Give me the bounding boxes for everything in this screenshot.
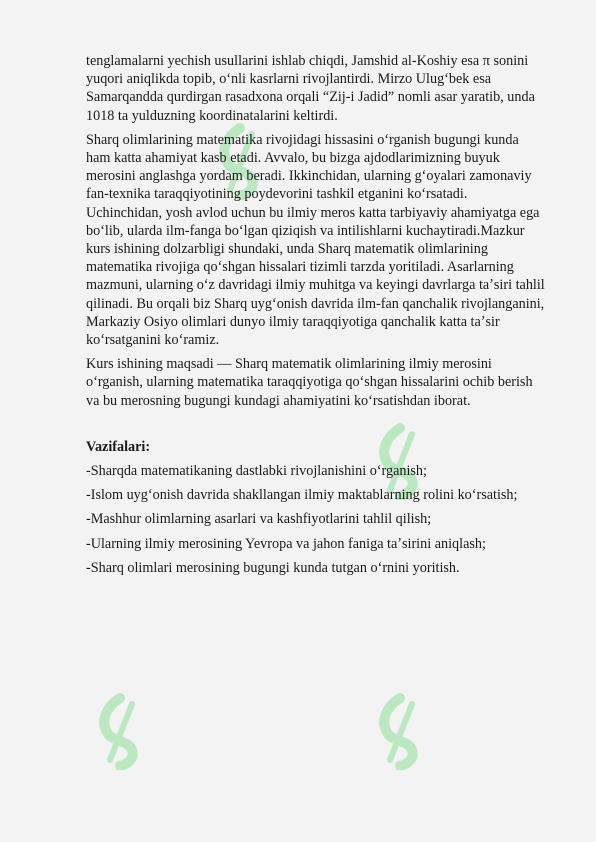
task-item: -Islom uygʻonish davrida shakllangan ilmiy maktablarning rolini koʻrsatish; (86, 487, 518, 504)
task-item: -Mashhur olimlarning asarlari va kashfiyotlarini tahlil qilish; (86, 511, 432, 528)
task-item: -Ularning ilmiy merosining Yevropa va jahon faniga taʼsirini aniqlash; (86, 535, 486, 552)
document-body (86, 52, 546, 583)
task-item: -Sharq olimlari merosining bugungi kunda tutgan oʻrnini yoritish. (86, 559, 460, 576)
task-item: -Sharqda matematikaning dastlabki rivojlanishini oʻrganish; (86, 463, 427, 480)
tasks-heading: Vazifalari: (86, 438, 151, 455)
paragraph: Kurs ishining maqsadi — Sharq matematik olimlarining ilmiy merosini oʻrganish, ularning matematika taraqqiyotiga qoʻshgan hissalarini ochib berish va bu merosning bugungi kundagi ahamiyatini koʻrsatishdan iborat. (86, 356, 533, 409)
paragraph: tenglamalarni yechish usullarini ishlab chiqdi, Jamshid al-Koshiy esa π sonini yuqori aniqlikda topib, oʻnli kasrlarni rivojlantirdi. Mirzo Ulugʻbek esa Samarqandda qurdirgan rasadxona orqali “Zij-i Jadid” nomli asar yaratib, unda 1018 ta yulduzning koordinatalarini keltirdi. (86, 53, 535, 124)
watermark-dollar-leaf-icon (80, 690, 160, 770)
watermark-dollar-leaf-icon (360, 690, 440, 770)
paragraph: Sharq olimlarining matematika rivojidagi hissasini oʻrganish bugungi kunda ham katta ahamiyat kasb etadi. Avvalo, bu bizga ajdodlarimizning buyuk merosini anglashga yordam beradi. Ikkinchidan, ularning gʻoyalari zamonaviy fan-texnika taraqqiyotining poydevorini tashkil etganini koʻrsatadi. Uchinchidan, yosh avlod uchun bu ilmiy meros katta tarbiyaviy ahamiyatga ega boʻlib, ularda ilm-fanga boʻlgan qiziqish va intilishlarni kuchaytiradi.Mazkur kurs ishining dolzarbligi shundaki, unda Sharq matematik olimlarining matematika rivojiga qoʻshgan hissalari tizimli tarzda yoritiladi. Asarlarning mazmuni, ularning oʻz davridagi ilmiy muhitga va keyingi davrlarga taʼsiri tahlil qilinadi. Bu orqali biz Sharq uygʻonish davrida ilm-fan qanchalik rivojlanganini, Markaziy Osiyo olimlari dunyo ilmiy taraqqiyotiga qanchalik katta taʼsir koʻrsatganini koʻramiz. (86, 131, 545, 349)
spacer (86, 416, 546, 438)
